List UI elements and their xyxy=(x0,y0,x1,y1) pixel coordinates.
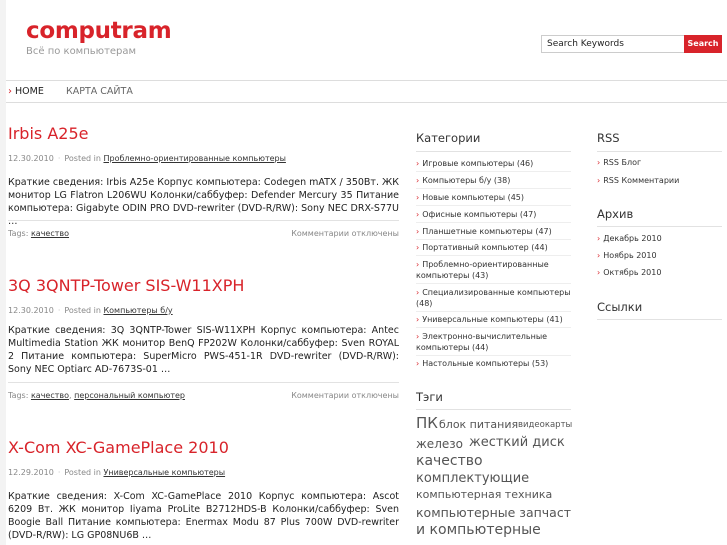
category-label: Офисные компьютеры (47) xyxy=(422,210,537,219)
tag-cloud-item[interactable]: компьютерная техника xyxy=(416,488,553,501)
divider xyxy=(416,222,571,223)
category-item[interactable] xyxy=(416,209,571,220)
archive-label: Декабрь 2010 xyxy=(603,234,662,243)
category-label: Настольные компьютеры (53) xyxy=(422,359,549,368)
nav-home-label: HOME xyxy=(15,86,44,97)
archive-label: Ноябрь 2010 xyxy=(603,251,657,260)
chevron-right-icon: › xyxy=(416,288,420,297)
chevron-right-icon: › xyxy=(416,159,420,168)
category-label: Электронно-вычислительные компьютеры (44) xyxy=(416,332,548,352)
archive-label: Октябрь 2010 xyxy=(603,268,662,277)
divider xyxy=(597,151,722,152)
post-excerpt: Краткие сведения: Irbis A25e Корпус компьютера: Codegen mATX / 350Вт. ЖК монитор LG Flatron L206WU Колонки/саббуфер: Defender Mercury 35 Питание компьютера: Gigabyte ODIN PRO DVD-rewriter (DVD-R/RW): Sony NEC DRX-S77U … xyxy=(8,177,399,227)
category-label: Специализированные компьютеры (48) xyxy=(416,288,571,308)
chevron-right-icon: › xyxy=(416,193,420,202)
archive-item[interactable] xyxy=(597,268,661,277)
tags-heading: Тэги xyxy=(416,390,443,404)
post-date: 12.30.2010 xyxy=(8,306,54,315)
site-title[interactable]: computram xyxy=(26,18,172,44)
post xyxy=(8,276,402,400)
post xyxy=(8,124,402,238)
tag-link[interactable]: персональный компьютер xyxy=(74,391,185,400)
divider xyxy=(416,255,571,256)
chevron-right-icon: › xyxy=(597,234,601,243)
tags-label: Tags: xyxy=(8,229,29,238)
tag-cloud-item[interactable]: компьютерные запчаст xyxy=(416,505,571,520)
chevron-right-icon: › xyxy=(597,176,601,185)
category-label: Игровые компьютеры (46) xyxy=(422,159,534,168)
post xyxy=(8,438,402,541)
archive-item[interactable] xyxy=(597,251,657,260)
post-footer xyxy=(8,220,399,238)
tag-cloud-item[interactable]: жесткий диск xyxy=(469,435,565,450)
tags-label: Tags: xyxy=(8,391,29,400)
chevron-right-icon: › xyxy=(416,243,420,252)
posted-in-label: Posted in xyxy=(64,468,101,477)
divider xyxy=(416,171,571,172)
tag-link[interactable]: качество xyxy=(30,391,70,400)
chevron-right-icon: › xyxy=(416,315,420,324)
page xyxy=(6,0,727,545)
post-title[interactable]: 3Q 3QNTP-Tower SIS-W11XPH xyxy=(8,276,245,295)
chevron-right-icon: › xyxy=(416,260,420,269)
chevron-right-icon: › xyxy=(416,359,420,368)
chevron-right-icon: › xyxy=(416,210,420,219)
post-footer: Tags: качество, персональный компьютер Комментарии отключены xyxy=(8,382,399,400)
category-label: Проблемно-ориентированные компьютеры (43) xyxy=(416,260,549,280)
category-label: Планшетные компьютеры (47) xyxy=(422,227,552,236)
chevron-right-icon: › xyxy=(8,86,12,97)
post-meta: 12.29.2010 · Posted in Универсальные компьютеры xyxy=(8,468,226,477)
archive-heading: Архив xyxy=(597,207,634,221)
divider xyxy=(416,283,571,284)
rss-comments-label: RSS Комментарии xyxy=(603,176,680,185)
post-date: 12.29.2010 xyxy=(8,468,54,477)
rss-heading: RSS xyxy=(597,131,620,145)
rss-comments-link[interactable] xyxy=(597,176,679,185)
chevron-right-icon: › xyxy=(597,251,601,260)
post-excerpt: Краткие сведения: 3Q 3QNTP-Tower SIS-W11XPH Корпус компьютера: Antec Multimedia Station ЖК монитор BenQ FP202W Колонки/саббуфер: Sven ROYAL 2 Питание компьютера: SuperMicro PWS-451-1R DVD-rewriter (DVD-R/RW): Sony NEC Optiarc AD-7673S-01 … xyxy=(8,325,399,375)
divider xyxy=(416,409,571,410)
post-category-link[interactable]: Универсальные компьютеры xyxy=(103,468,226,477)
divider xyxy=(597,319,722,320)
category-label: Новые компьютеры (45) xyxy=(422,193,524,202)
category-item[interactable] xyxy=(416,175,571,186)
category-item[interactable] xyxy=(416,259,571,281)
divider xyxy=(416,355,571,356)
post-title[interactable]: X-Com XC-GamePlace 2010 xyxy=(8,438,229,457)
posted-in-label: Posted in xyxy=(64,306,101,315)
category-item[interactable] xyxy=(416,242,571,253)
category-item[interactable] xyxy=(416,331,571,353)
category-label: Универсальные компьютеры (41) xyxy=(422,315,563,324)
post-meta: 12.30.2010 · Posted in Компьютеры б/у xyxy=(8,306,173,315)
divider xyxy=(416,205,571,206)
chevron-right-icon: › xyxy=(416,332,420,341)
divider xyxy=(416,327,571,328)
chevron-right-icon: › xyxy=(597,158,601,167)
post-category-link[interactable]: Проблемно-ориентированные компьютеры xyxy=(103,154,286,163)
rss-blog-label: RSS Блог xyxy=(603,158,642,167)
archive-item[interactable] xyxy=(597,234,662,243)
categories-heading: Категории xyxy=(416,131,481,145)
category-item[interactable] xyxy=(416,287,571,309)
links-heading: Ссылки xyxy=(597,300,643,314)
main-nav xyxy=(6,80,727,103)
post-title[interactable]: Irbis A25e xyxy=(8,124,89,143)
search-input[interactable] xyxy=(541,35,685,53)
tag-cloud-item[interactable]: ПК xyxy=(416,414,438,432)
chevron-right-icon: › xyxy=(416,176,420,185)
divider xyxy=(416,239,571,240)
nav-item-sitemap[interactable]: КАРТА САЙТА xyxy=(66,86,133,97)
category-item[interactable] xyxy=(416,314,571,325)
tag-cloud-item[interactable]: и компьютерные xyxy=(416,522,541,538)
tag-cloud-item[interactable]: качество xyxy=(416,453,483,469)
divider xyxy=(597,226,722,227)
tag-cloud-item[interactable]: комплектующие xyxy=(416,471,530,486)
tag-cloud-item[interactable]: видеокарты xyxy=(518,420,573,430)
category-item[interactable] xyxy=(416,226,571,237)
comments-status: Комментарии отключены xyxy=(291,229,399,238)
category-label: Компьютеры б/у (38) xyxy=(422,176,511,185)
category-label: Портативный компьютер (44) xyxy=(422,243,548,252)
chevron-right-icon: › xyxy=(597,268,601,277)
divider xyxy=(416,188,571,189)
divider xyxy=(416,311,571,312)
posted-in-label: Posted in xyxy=(64,154,101,163)
post-meta: 12.30.2010 · Posted in Проблемно-ориентированные компьютеры xyxy=(8,154,286,163)
divider xyxy=(416,151,571,152)
search-button[interactable]: Search xyxy=(684,35,722,53)
site-description: Всё по компьютерам xyxy=(26,46,137,57)
category-item[interactable] xyxy=(416,192,571,203)
nav-item-home[interactable] xyxy=(8,86,44,97)
comments-status: Комментарии отключены xyxy=(291,391,399,400)
tag-cloud-item[interactable]: блок питания xyxy=(439,418,519,431)
chevron-right-icon: › xyxy=(416,227,420,236)
rss-blog-link[interactable] xyxy=(597,158,641,167)
post-date: 12.30.2010 xyxy=(8,154,54,163)
category-item[interactable] xyxy=(416,358,571,369)
post-category-link[interactable]: Компьютеры б/у xyxy=(103,306,173,315)
tag-link[interactable]: качество xyxy=(30,229,70,238)
tag-cloud-item[interactable]: железо xyxy=(416,437,463,451)
post-excerpt: Краткие сведения: X-Com XC-GamePlace 2010 Корпус компьютера: Ascot 6209 Вт. ЖК монитор Iiyama ProLite B2712HDS-B Колонки/саббуфер: Sven Boogie Ball Питание компьютера: Enermax Modu 87 Plus 700W DVD-rewriter (DVD-R/RW): LG GP08NU6B … xyxy=(8,491,399,541)
category-item[interactable] xyxy=(416,158,571,169)
